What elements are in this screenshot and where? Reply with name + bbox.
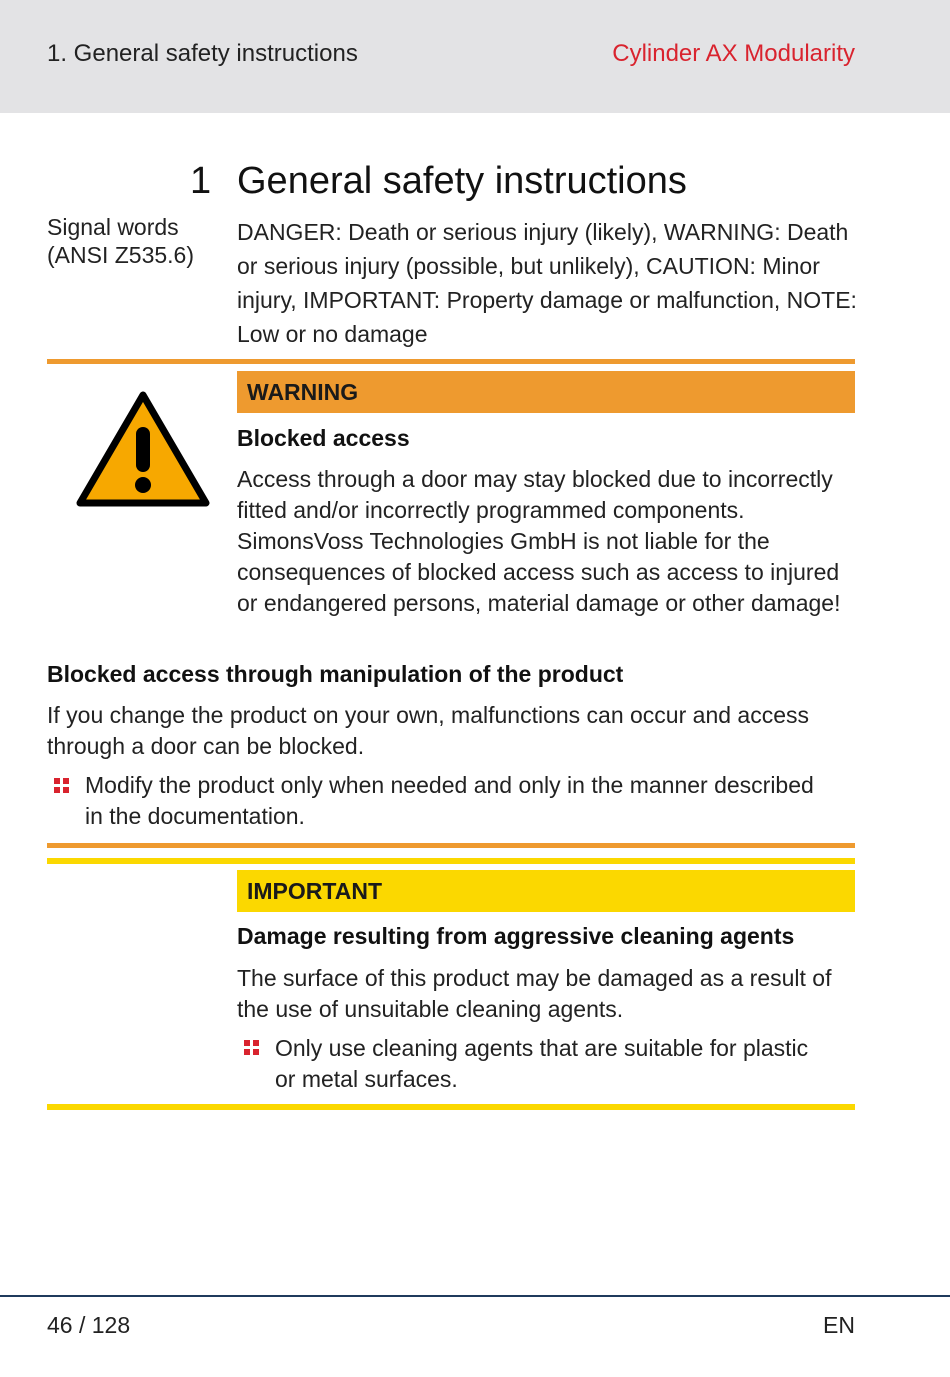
chapter-number: 1 — [190, 160, 212, 202]
important-signal-bar: IMPORTANT — [237, 870, 855, 912]
important-bullet-text: Only use cleaning agents that are suitable for plastic or metal surfaces. — [275, 1035, 809, 1092]
important-text: The surface of this product may be damaged as a result of the use of unsuitable cleaning agents. — [237, 965, 832, 1022]
important-bottom-rule — [47, 1104, 855, 1110]
warning-signal-bar: WARNING — [237, 371, 855, 413]
header-section-title: 1. General safety instructions — [47, 40, 358, 67]
signal-words-label: Signal words (ANSI Z535.6) — [47, 214, 194, 268]
header-product-name: Cylinder AX Modularity — [612, 40, 855, 67]
important-top-rule — [47, 858, 855, 864]
manipulation-bullet-text: Modify the product only when needed and only in the manner described in the documentation. — [85, 772, 814, 829]
warning-triangle-icon — [75, 389, 211, 509]
warning-heading: Blocked access — [237, 425, 410, 451]
warning-bottom-rule — [47, 843, 855, 848]
page-number: 46 / 128 — [47, 1312, 131, 1338]
bullet-icon — [54, 778, 69, 793]
manipulation-text: If you change the product on your own, malfunctions can occur and access through a door can be blocked. — [47, 702, 809, 759]
bullet-icon — [244, 1040, 259, 1055]
manipulation-heading: Blocked access through manipulation of the product — [47, 661, 624, 687]
important-heading: Damage resulting from aggressive cleaning agents — [237, 923, 795, 949]
signal-words-text: DANGER: Death or serious injury (likely), WARNING: Death or serious injury (possible, but unlikely), CAUTION: Minor injury, IMPORTANT: Property damage or malfunction, NOTE: Low or no damage — [237, 219, 857, 347]
warning-top-rule — [47, 359, 855, 364]
chapter-title: General safety instructions — [237, 160, 687, 202]
footer-rule — [0, 1295, 950, 1297]
page-header — [0, 0, 950, 113]
language-code: EN — [823, 1312, 855, 1338]
warning-text: Access through a door may stay blocked due to incorrectly fitted and/or incorrectly programmed components. SimonsVoss Technologies GmbH is not liable for the consequences of blocked access such as access to injured or endangered persons, material damage or other damage! — [237, 466, 841, 616]
